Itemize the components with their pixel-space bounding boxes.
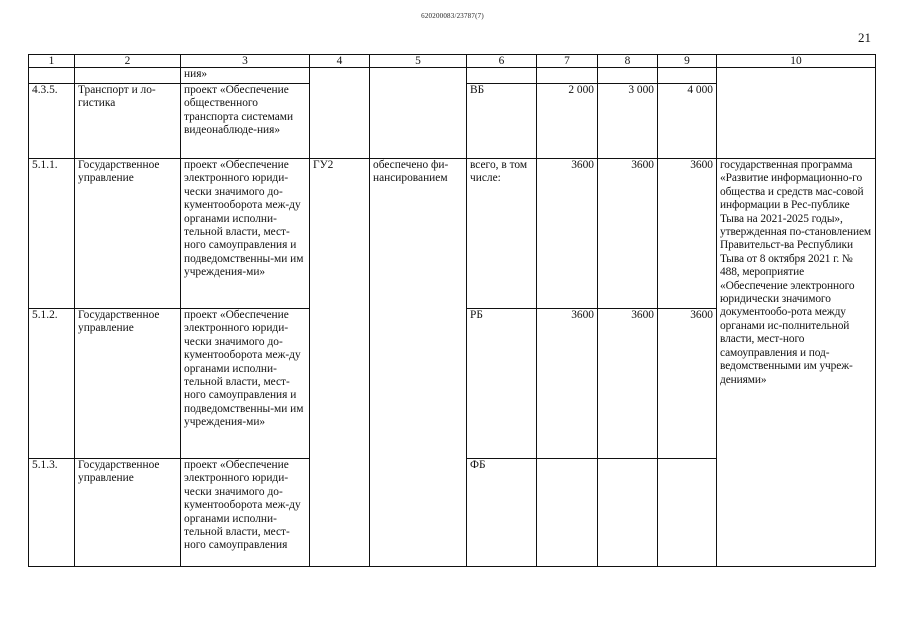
column-header: 2 [75, 55, 181, 68]
project-cell: проект «Обеспечение электронного юриди-чески значимого до-кументооборота меж-ду органами исполни-тельной власти, мест-ного самоуправления и подведомственны-ми им учреждения-ми» [181, 159, 310, 309]
project-cell: ния» [181, 68, 310, 84]
row-number: 5.1.1. [29, 159, 75, 309]
column-header: 6 [467, 55, 537, 68]
program-cell: государственная программа «Развитие информационно-го общества и средств мас-совой информации в Рес-публике Тыва на 2021-2025 годы», утвержденная по-становлением Правительст-ва Республики Тыва от 8 октября 2021 г. № 488, мероприятие «Обеспечение электронного юридически значимого документообо-рота между органами ис-полнительной власти, мест-ного самоуправления и под-ведомственными им учреж-дениями» [717, 159, 876, 567]
source-cell: всего, в том числе: [467, 159, 537, 309]
source-cell [467, 68, 537, 84]
data-table [28, 54, 876, 567]
page-number: 21 [858, 30, 871, 45]
column-header: 8 [598, 55, 658, 68]
value-cell: 3 000 [598, 84, 658, 159]
project-cell: проект «Обеспечение электронного юриди-чески значимого до-кументооборота меж-ду органами исполни-тельной власти, мест-ного самоуправления и подведомственны-ми им учреждения-ми» [181, 309, 310, 459]
table-row [29, 159, 876, 309]
column-header: 10 [717, 55, 876, 68]
source-cell: ВБ [467, 84, 537, 159]
source-cell: ФБ [467, 459, 537, 567]
column-header: 4 [310, 55, 370, 68]
table-row [29, 68, 876, 84]
column-header: 7 [537, 55, 598, 68]
code-cell: ГУ2 [310, 159, 370, 567]
status-cell [370, 68, 467, 159]
row-number [29, 68, 75, 84]
value-cell: 3600 [537, 159, 598, 309]
value-cell [658, 459, 717, 567]
program-cell [717, 68, 876, 159]
document-code: 620200083/23787(7) [421, 12, 484, 20]
column-header: 5 [370, 55, 467, 68]
row-number: 4.3.5. [29, 84, 75, 159]
table-header-row [29, 55, 876, 68]
value-cell [537, 459, 598, 567]
value-cell: 3600 [658, 159, 717, 309]
sector-cell: Государственное управление [75, 309, 181, 459]
status-cell: обеспечено фи-нансированием [370, 159, 467, 567]
source-cell: РБ [467, 309, 537, 459]
sector-cell [75, 68, 181, 84]
row-number: 5.1.3. [29, 459, 75, 567]
column-header: 3 [181, 55, 310, 68]
sector-cell: Государственное управление [75, 459, 181, 567]
column-header: 9 [658, 55, 717, 68]
value-cell: 3600 [537, 309, 598, 459]
value-cell [598, 459, 658, 567]
column-header: 1 [29, 55, 75, 68]
value-cell [658, 68, 717, 84]
code-cell [310, 68, 370, 159]
sector-cell: Государственное управление [75, 159, 181, 309]
value-cell [598, 68, 658, 84]
project-cell: проект «Обеспечение общественного транспорта системами видеонаблюде-ния» [181, 84, 310, 159]
value-cell: 3600 [598, 159, 658, 309]
row-number: 5.1.2. [29, 309, 75, 459]
sector-cell: Транспорт и ло-гистика [75, 84, 181, 159]
value-cell [537, 68, 598, 84]
value-cell: 4 000 [658, 84, 717, 159]
value-cell: 2 000 [537, 84, 598, 159]
project-cell: проект «Обеспечение электронного юриди-чески значимого до-кументооборота меж-ду органами исполни-тельной власти, мест-ного самоуправления [181, 459, 310, 567]
value-cell: 3600 [598, 309, 658, 459]
value-cell: 3600 [658, 309, 717, 459]
